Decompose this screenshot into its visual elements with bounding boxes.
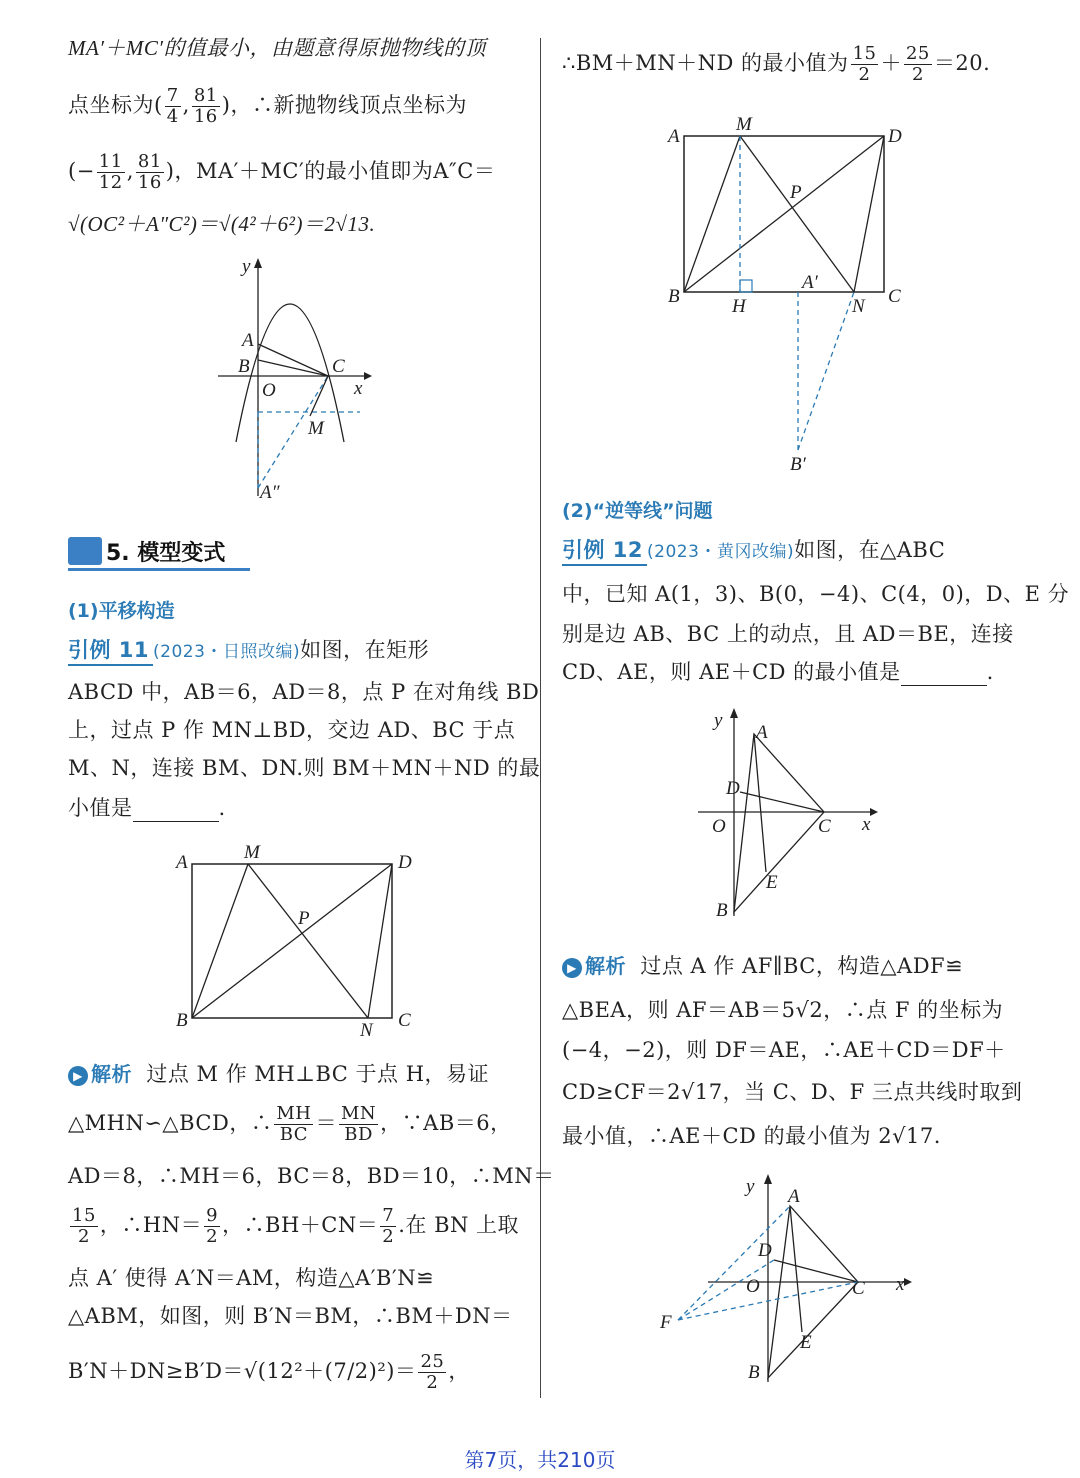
fig-label: D — [398, 852, 412, 873]
triangle-figure — [694, 706, 894, 926]
text-line: B′N＋DN≥B′D＝√(12²＋(7/2)²)＝ $\frac{25}{2}$ ， — [68, 1351, 470, 1393]
fig-label: N — [360, 1020, 373, 1041]
fig-label: N — [852, 296, 865, 317]
fig-label: B — [238, 356, 250, 377]
fig-label: H — [732, 296, 746, 317]
fig-label: B — [748, 1362, 760, 1383]
subsection-title: (2)“逆等线”问题 — [562, 500, 713, 522]
fig-label: B — [716, 900, 728, 921]
text-line: (− $\frac{11}{12}$ , $\frac{81}{16}$ )，MA′＋MC′的最小值即为A″C＝ — [68, 151, 496, 193]
example-12-header: 引例 12 (2023・黄冈改编)如图，在△ABC — [562, 536, 945, 566]
text-line: CD≥CF＝2√17，当 C、D、F 三点共线时取到 — [562, 1080, 1023, 1104]
text-line: 中，已知 A(1，3)、B(0，−4)、C(4，0)，D、E 分 — [562, 582, 1070, 606]
fig-label: O — [712, 816, 726, 837]
text-line: (−4，−2)，则 DF＝AE，∴AE＋CD＝DF＋ — [562, 1038, 1006, 1062]
example-11-header: 引例 11 (2023・日照改编)如图，在矩形 — [68, 636, 429, 666]
page-footer: 第7页，共210页 — [464, 1448, 616, 1472]
fig-label: P — [298, 908, 310, 929]
fig-label: C — [888, 286, 901, 307]
text-line: 点 A′ 使得 A′N＝AM，构造△A′B′N≌ — [68, 1266, 435, 1290]
text-line: AD＝8，∴MH＝6，BC＝8，BD＝10，∴MN＝ — [68, 1164, 555, 1188]
text-line: △BEA，则 AF＝AB＝5√2，∴点 F 的坐标为 — [562, 998, 1004, 1022]
fig-label: B — [176, 1010, 188, 1031]
triangle-construction-figure — [658, 1172, 928, 1392]
text-line: $\frac{15}{2}$ ，∴HN＝ $\frac{9}{2}$ ，∴BH＋CN＝ $\frac{7}{2}$ .在 BN 上取 — [72, 1205, 520, 1247]
text-line: √(OC²＋A″C²)＝√(4²＋6²)＝2√13. — [68, 212, 376, 236]
text-line: ∴BM＋MN＋ND 的最小值为 $\frac{15}{2}$ ＋ $\frac{25}{2}$ ＝20. — [562, 43, 991, 85]
fig-label: x — [862, 814, 871, 835]
fig-label: F — [660, 1312, 672, 1333]
fig-label: C — [332, 356, 345, 377]
text-line: 上，过点 P 作 MN⊥BD，交边 AD、BC 于点 — [68, 718, 516, 742]
fig-label: P — [790, 182, 802, 203]
fig-label: A′ — [802, 272, 818, 293]
text-line: △MHN∽△BCD，∴ $\frac{MH}{BC}$ ＝ $\frac{MN}{BD}$ ，∵AB＝6， — [68, 1103, 512, 1145]
text-line: ▶ 解析 过点 A 作 AF∥BC，构造△ADF≌ — [562, 952, 963, 980]
column-divider — [540, 38, 541, 1398]
answer-blank — [133, 803, 219, 822]
fig-label: D — [758, 1240, 772, 1261]
rectangle-figure — [172, 840, 422, 1040]
play-icon: ▶ — [562, 958, 582, 978]
fig-label: A″ — [260, 482, 280, 503]
analysis-label: ▶ 解析 — [562, 952, 626, 980]
fig-label: A — [176, 852, 188, 873]
answer-blank — [901, 667, 987, 686]
fig-label: A — [756, 722, 768, 743]
rectangle-construction-figure — [662, 110, 922, 480]
fig-label: C — [398, 1010, 411, 1031]
text-line: CD、AE，则 AE＋CD 的最小值是 . — [562, 660, 994, 684]
play-icon: ▶ — [68, 1066, 88, 1086]
text-line: M、N，连接 BM、DN.则 BM＋MN＋ND 的最 — [68, 756, 541, 780]
text-line: 点坐标为( $\frac{7}{4}$ , $\frac{81}{16}$ )，∴新抛物线顶点坐标为 — [68, 85, 467, 127]
fig-label: y — [242, 256, 251, 277]
text-line: 小值是 . — [68, 796, 226, 820]
fig-label: x — [896, 1274, 905, 1295]
fig-label: O — [262, 380, 276, 401]
text-line: ▶ 解析 过点 M 作 MH⊥BC 于点 H，易证 — [68, 1060, 489, 1088]
text-line: 最小值，∴AE＋CD 的最小值为 2√17. — [562, 1124, 941, 1148]
fig-label: O — [746, 1276, 760, 1297]
fig-label: A — [242, 330, 254, 351]
fig-label: E — [800, 1332, 812, 1353]
analysis-label: ▶ 解析 — [68, 1060, 132, 1088]
fig-label: A — [788, 1186, 800, 1207]
fig-label: x — [354, 378, 363, 399]
text-line: △ABM，如图，则 B′N＝BM，∴BM＋DN＝ — [68, 1304, 513, 1328]
text-line: MA′＋MC′的值最小，由题意得原抛物线的顶 — [68, 36, 487, 60]
fig-label: M — [244, 842, 260, 863]
fig-label: C — [818, 816, 831, 837]
text-line: ABCD 中，AB＝6，AD＝8，点 P 在对角线 BD — [68, 680, 540, 704]
fig-label: M — [736, 114, 752, 135]
section-heading: 5. 模型变式 — [68, 536, 225, 567]
subsection-title: (1)平移构造 — [68, 600, 175, 622]
parabola-figure — [214, 256, 374, 506]
example-tag: 引例 12 — [562, 536, 647, 566]
fig-label: y — [714, 710, 723, 731]
fig-label: C — [852, 1278, 865, 1299]
fig-label: E — [766, 872, 778, 893]
fig-label: y — [746, 1176, 755, 1197]
fig-label: D — [726, 778, 740, 799]
fig-label: A — [668, 126, 680, 147]
text-line: 别是边 AB、BC 上的动点，且 AD＝BE，连接 — [562, 622, 1014, 646]
fig-label: D — [888, 126, 902, 147]
fig-label: B — [668, 286, 680, 307]
fig-label: M — [308, 418, 324, 439]
fig-label: B′ — [790, 454, 806, 475]
example-tag: 引例 11 — [68, 636, 153, 666]
